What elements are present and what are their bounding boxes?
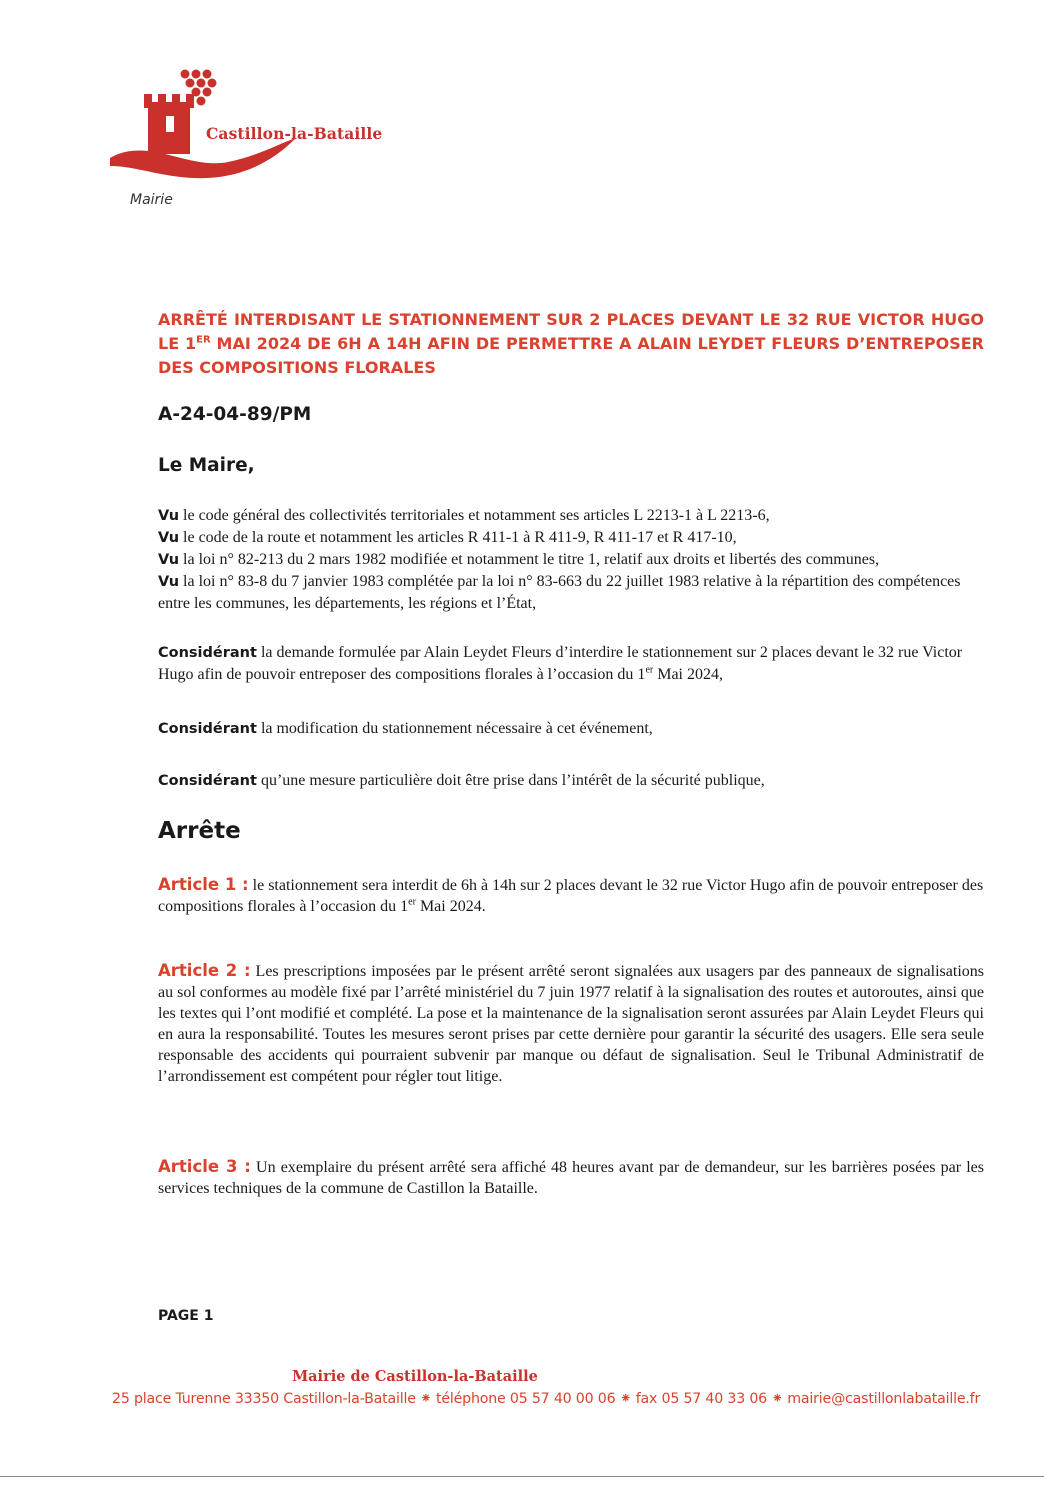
considerant-securite: Considérant qu’une mesure particulière doit être prise dans l’intérêt de la sécurité publique, — [158, 772, 765, 789]
vu-item: Vu le code général des collectivités territoriales et notamment ses articles L 2213-1 à L 2213-6, — [158, 507, 770, 524]
article-2: Article 2 : Les prescriptions imposées par le présent arrêté seront signalées aux usagers par des panneaux de signalisations au sol conformes au modèle fixé par l’arrêté ministériel du 7 juin 1977 relatif à la signalisation des routes et autoroutes, ainsi que les textes qui l’ont modifié et complété. La pose et la maintenance de la signalisation seront assurées par Alain Leydet Fleurs qui en aura la responsabilité. Toutes les mesures seront prises par cette dernière pour garantir la sécurité des usagers. Elle sera seule responsable des accidents qui pourraient subvenir par manque ou défaut de signalisation. Seul le Tribunal Administratif de l’arrondissement est compétent pour régler tout litige. — [158, 961, 984, 1085]
le-maire-heading: Le Maire, — [158, 455, 255, 476]
vu-item: Vu le code de la route et notamment les articles R 411-1 à R 411-9, R 411-17 et R 417-10, — [158, 529, 737, 546]
logo-name: Castillon-la-Bataille — [206, 124, 383, 143]
considerant-modification: Considérant la modification du stationnement nécessaire à cet événement, — [158, 720, 653, 737]
bottom-divider — [0, 1476, 1044, 1477]
decree-reference: A-24-04-89/PM — [158, 404, 312, 425]
vu-item: Vu la loi n° 82-213 du 2 mars 1982 modifiée et notamment le titre 1, relatif aux droits et libertés des communes, — [158, 551, 880, 568]
footer-mairie-name: Mairie de Castillon-la-Bataille — [292, 1368, 538, 1385]
vu-block — [158, 505, 984, 614]
page-number: PAGE 1 — [158, 1308, 214, 1324]
vu-item: Vu la loi n° 83-8 du 7 janvier 1983 complétée par la loi n° 83-663 du 22 juillet 1983 relative à la répartition des compétences entre les communes, les départements, les régions et l’État, — [158, 573, 961, 612]
swoosh-icon — [110, 138, 296, 178]
article-3: Article 3 : Un exemplaire du présent arrêté sera affiché 48 heures avant par de demandeur, sur les barrières posées par les services techniques de la commune de Castillon la Bataille. — [158, 1157, 984, 1197]
grapes-icon — [181, 70, 217, 106]
logo-subtitle: Mairie — [130, 192, 173, 208]
decree-title: ARRÊTÉ INTERDISANT LE STATIONNEMENT SUR 2 PLACES DEVANT LE 32 RUE VICTOR HUGO LE 1ER MAI 2024 DE 6H A 14H AFIN DE PERMETTRE A ALAIN LEYDET FLEURS D’ENTREPOSER DES COMPOSITIONS FLORALES — [158, 310, 985, 377]
footer-address: 25 place Turenne 33350 Castillon-la-Bataille ⁕ téléphone 05 57 40 00 06 ⁕ fax 05 57 40 33 06 ⁕ mairie@castillonlabataille.fr — [112, 1391, 981, 1407]
considerant-demande: Considérant la demande formulée par Alain Leydet Fleurs d’interdire le stationnement sur 2 places devant le 32 rue Victor Hugo afin de pouvoir entreposer des compositions florales à l’occasion du 1er Mai 2024, — [158, 644, 963, 683]
arrete-heading: Arrête — [158, 818, 241, 844]
article-1: Article 1 : le stationnement sera interdit de 6h à 14h sur 2 places devant le 32 rue Victor Hugo afin de pouvoir entreposer des compositions florales à l’occasion du 1er Mai 2024. — [158, 875, 984, 915]
